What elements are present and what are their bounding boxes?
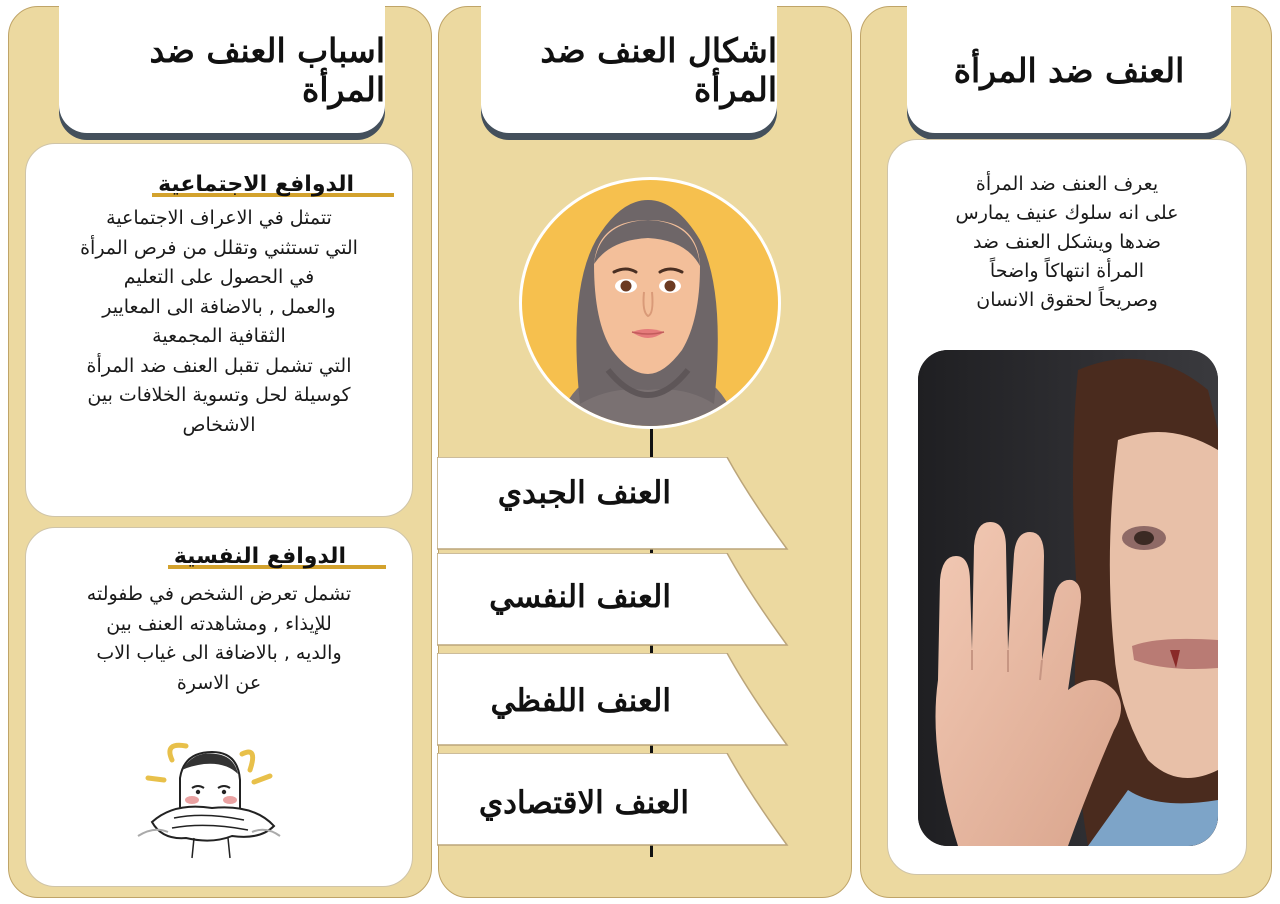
woman-stop-gesture-photo (918, 350, 1218, 846)
definition-title: العنف ضد المرأة (907, 0, 1231, 133)
stop-hand-woman-image (918, 350, 1218, 846)
form-label-psychological: العنف النفسي (489, 579, 671, 615)
psychological-motives-card (25, 527, 413, 887)
form-label-physical: العنف الجبدي (497, 475, 671, 511)
psychological-motives-heading (174, 544, 346, 569)
definition-panel (860, 6, 1272, 898)
form-item-psychological (437, 553, 789, 647)
form-item-physical (437, 457, 789, 551)
woman-hijab-icon (519, 180, 778, 429)
psychological-motives-heading-text: الدوافع النفسية (173, 544, 346, 569)
definition-text: يعرف العنف ضد المرأة على انه سلوك عنيف يمارس ضدها ويشكل العنف ضد المرأة انتهاكاً واضحاً وصريحاً لحقوق الانسان (955, 173, 1179, 311)
causes-panel (8, 6, 432, 898)
social-motives-heading-text: الدوافع الاجتماعية (158, 172, 354, 197)
forms-panel (438, 6, 852, 898)
form-label-economic: العنف الاقتصادي (478, 785, 689, 821)
woman-hijab-avatar (519, 177, 781, 429)
form-item-economic (437, 753, 789, 847)
social-motives-text: تتمثل في الاعراف الاجتماعية التي تستثني وتقلل من فرص المرأة في الحصول على التعليم والعمل , بالاضافة الى المعايير الثقافية المجمعية التي تشمل تقبل العنف ضد المرأة كوسيلة لحل وتسوية الخلافات بين الاشخاص (80, 207, 358, 436)
social-motives-heading (158, 172, 354, 197)
forms-title: اشكال العنف ضد المرأة (481, 0, 777, 133)
social-motives-card (25, 143, 413, 517)
psychological-motives-text: تشمل تعرض الشخص في طفولته للإيذاء , ومشاهدته العنف بين والديه , بالاضافة الى غياب الاب عن الاسرة (86, 583, 352, 694)
causes-title: اسباب العنف ضد المرأة (59, 0, 385, 133)
silenced-man-illustration (134, 740, 284, 860)
form-item-verbal (437, 653, 789, 747)
definition-card (887, 139, 1247, 875)
form-label-verbal: العنف اللفظي (490, 683, 671, 719)
